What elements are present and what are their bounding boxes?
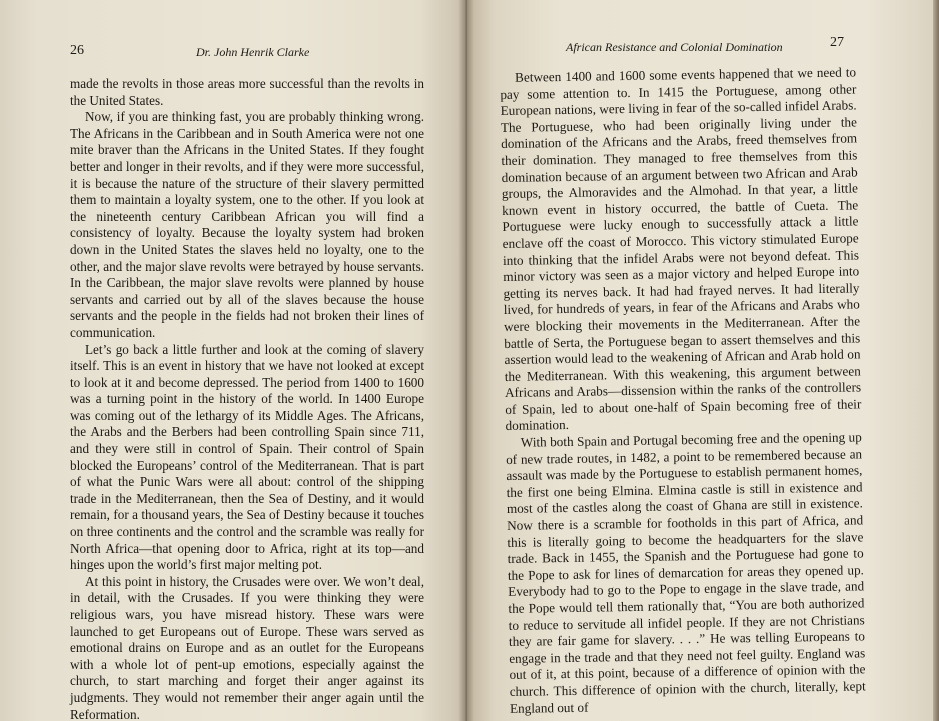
left-body-text <box>70 76 424 721</box>
book-gutter <box>458 0 474 721</box>
page-edge <box>933 0 939 721</box>
right-running-head: African Resistance and Colonial Domination <box>566 40 783 54</box>
left-paragraph: Let’s go back a little further and look at the coming of slavery itself. This is an event in history that we have not looked at except to look at it and become depressed. The period from 1400 to 1600 was a turning point in the history of the world. In 1400 Europe was coming out of the lethargy of its Middle Ages. The Africans, the Arabs and the Berbers had been controlling Spain since 711, and they were still in control of Spain. Their control of Spain blocked the Europeans’ control of the Mediterranean. That is part of what the Punic Wars were all about: control of the shipping trade in the Mediterranean, then the Sea of Destiny, and it would remain, for a thousand years, the Sea of Destiny because it touches on three continents and the control and the scramble was really for North Africa—that opening door to Africa, right at its top—and hinges upon the world’s first major melting pot. <box>70 341 424 573</box>
left-page-number: 26 <box>70 43 84 58</box>
right-page <box>466 0 939 721</box>
right-page-number: 27 <box>830 35 844 50</box>
left-page <box>0 0 466 721</box>
left-paragraph: made the revolts in those areas more successful than the revolts in the United States. <box>70 76 424 108</box>
left-running-head: Dr. John Henrik Clarke <box>196 45 310 59</box>
right-paragraph: With both Spain and Portugal becoming free and the opening up of new trade routes, in 1482, a point to be remembered because an assault was made by the Portuguese to establish permanent homes, the first one being Elmina. Elmina castle is still in existence and most of the castles along the coast of Ghana are still in existence. Now there is a scramble for footholds in this part of Africa, and this is literally going to become the headquarters for the slave trade. Back in 1455, the Spanish and the Portuguese had gone to the Pope to ask for lines of demarcation for areas they opened up. Everybody had to go to the Pope to engage in the slave trade, and the Pope would tell them rationally that, “You are both authorized to reduce to servitude all infidel people. If they are not Christians they are fair game for slavery. . . .” He was telling Europeans to engage in the trade and that they need not feel guilty. England was out of it, at this point, because of a difference of opinion with the church. This difference of opinion with the church, literally, kept England out of <box>505 429 866 716</box>
right-paragraph: Between 1400 and 1600 some events happened that we need to pay some attention to. In 1415 the Portuguese, among other European nations, were living in fear of the so-called infidel Arabs. The Portuguese, who had been originally living under the domination of the Africans and the Arabs, freed themselves from their domination. They managed to free themselves from this domination because of an argument between two African and Arab groups, the Almoravides and the Almohad. In that year, a little known event in history occurred, the battle of Cueta. The Portuguese were lucky enough to successfully attack a little enclave off the coast of Morocco. This victory stimulated Europe into thinking that the infidel Arabs were not beyond defeat. This minor victory was seen as a major victory and helped Europe into getting its nerves back. It had had frayed nerves. It had literally lived, for hundreds of years, in fear of the Africans and Arabs who were blocking their movements in the Mediterranean. After the battle of Serta, the Portuguese began to assert themselves and this assertion would lead to the weakening of African and Arab hold on the Mediterranean. With this weakening, this argument between Africans and Arabs—dissension within the ranks of the controllers of Spain, led to about one-half of Spain becoming free of their domination. <box>500 64 862 434</box>
right-body-text <box>500 64 866 717</box>
left-paragraph: Now, if you are thinking fast, you are probably thinking wrong. The Africans in the Caribbean and in South America were not one mite braver than the Africans in the United States. If they fought better and longer in their revolts, and if they were more successful, it is because the nature of the structure of their slavery permitted them to maintain a loyalty system, one to the other. If you look at the nineteenth century Caribbean African you will find a consistency of loyalty. Because the loyalty system had broken down in the United States the slaves held no loyalty, one to the other, and the major slave revolts were betrayed by house servants. In the Caribbean, the major slave revolts were planned by house servants and carried out by all of the slaves because the house servants and the people in the fields had not broken their lines of communication. <box>70 109 424 340</box>
left-paragraph: At this point in history, the Crusades were over. We won’t deal, in detail, with the Crusades. If you were thinking they were religious wars, you have misread history. These wars were launched to get Europeans out of Europe. These wars served as emotional drains on Europe and as an outlet for the Europeans with a whole lot of pent-up emotions, especially against the church, to start marching and forget their anger against its judgments. They would not remember their anger again until the Reformation. <box>70 573 424 721</box>
